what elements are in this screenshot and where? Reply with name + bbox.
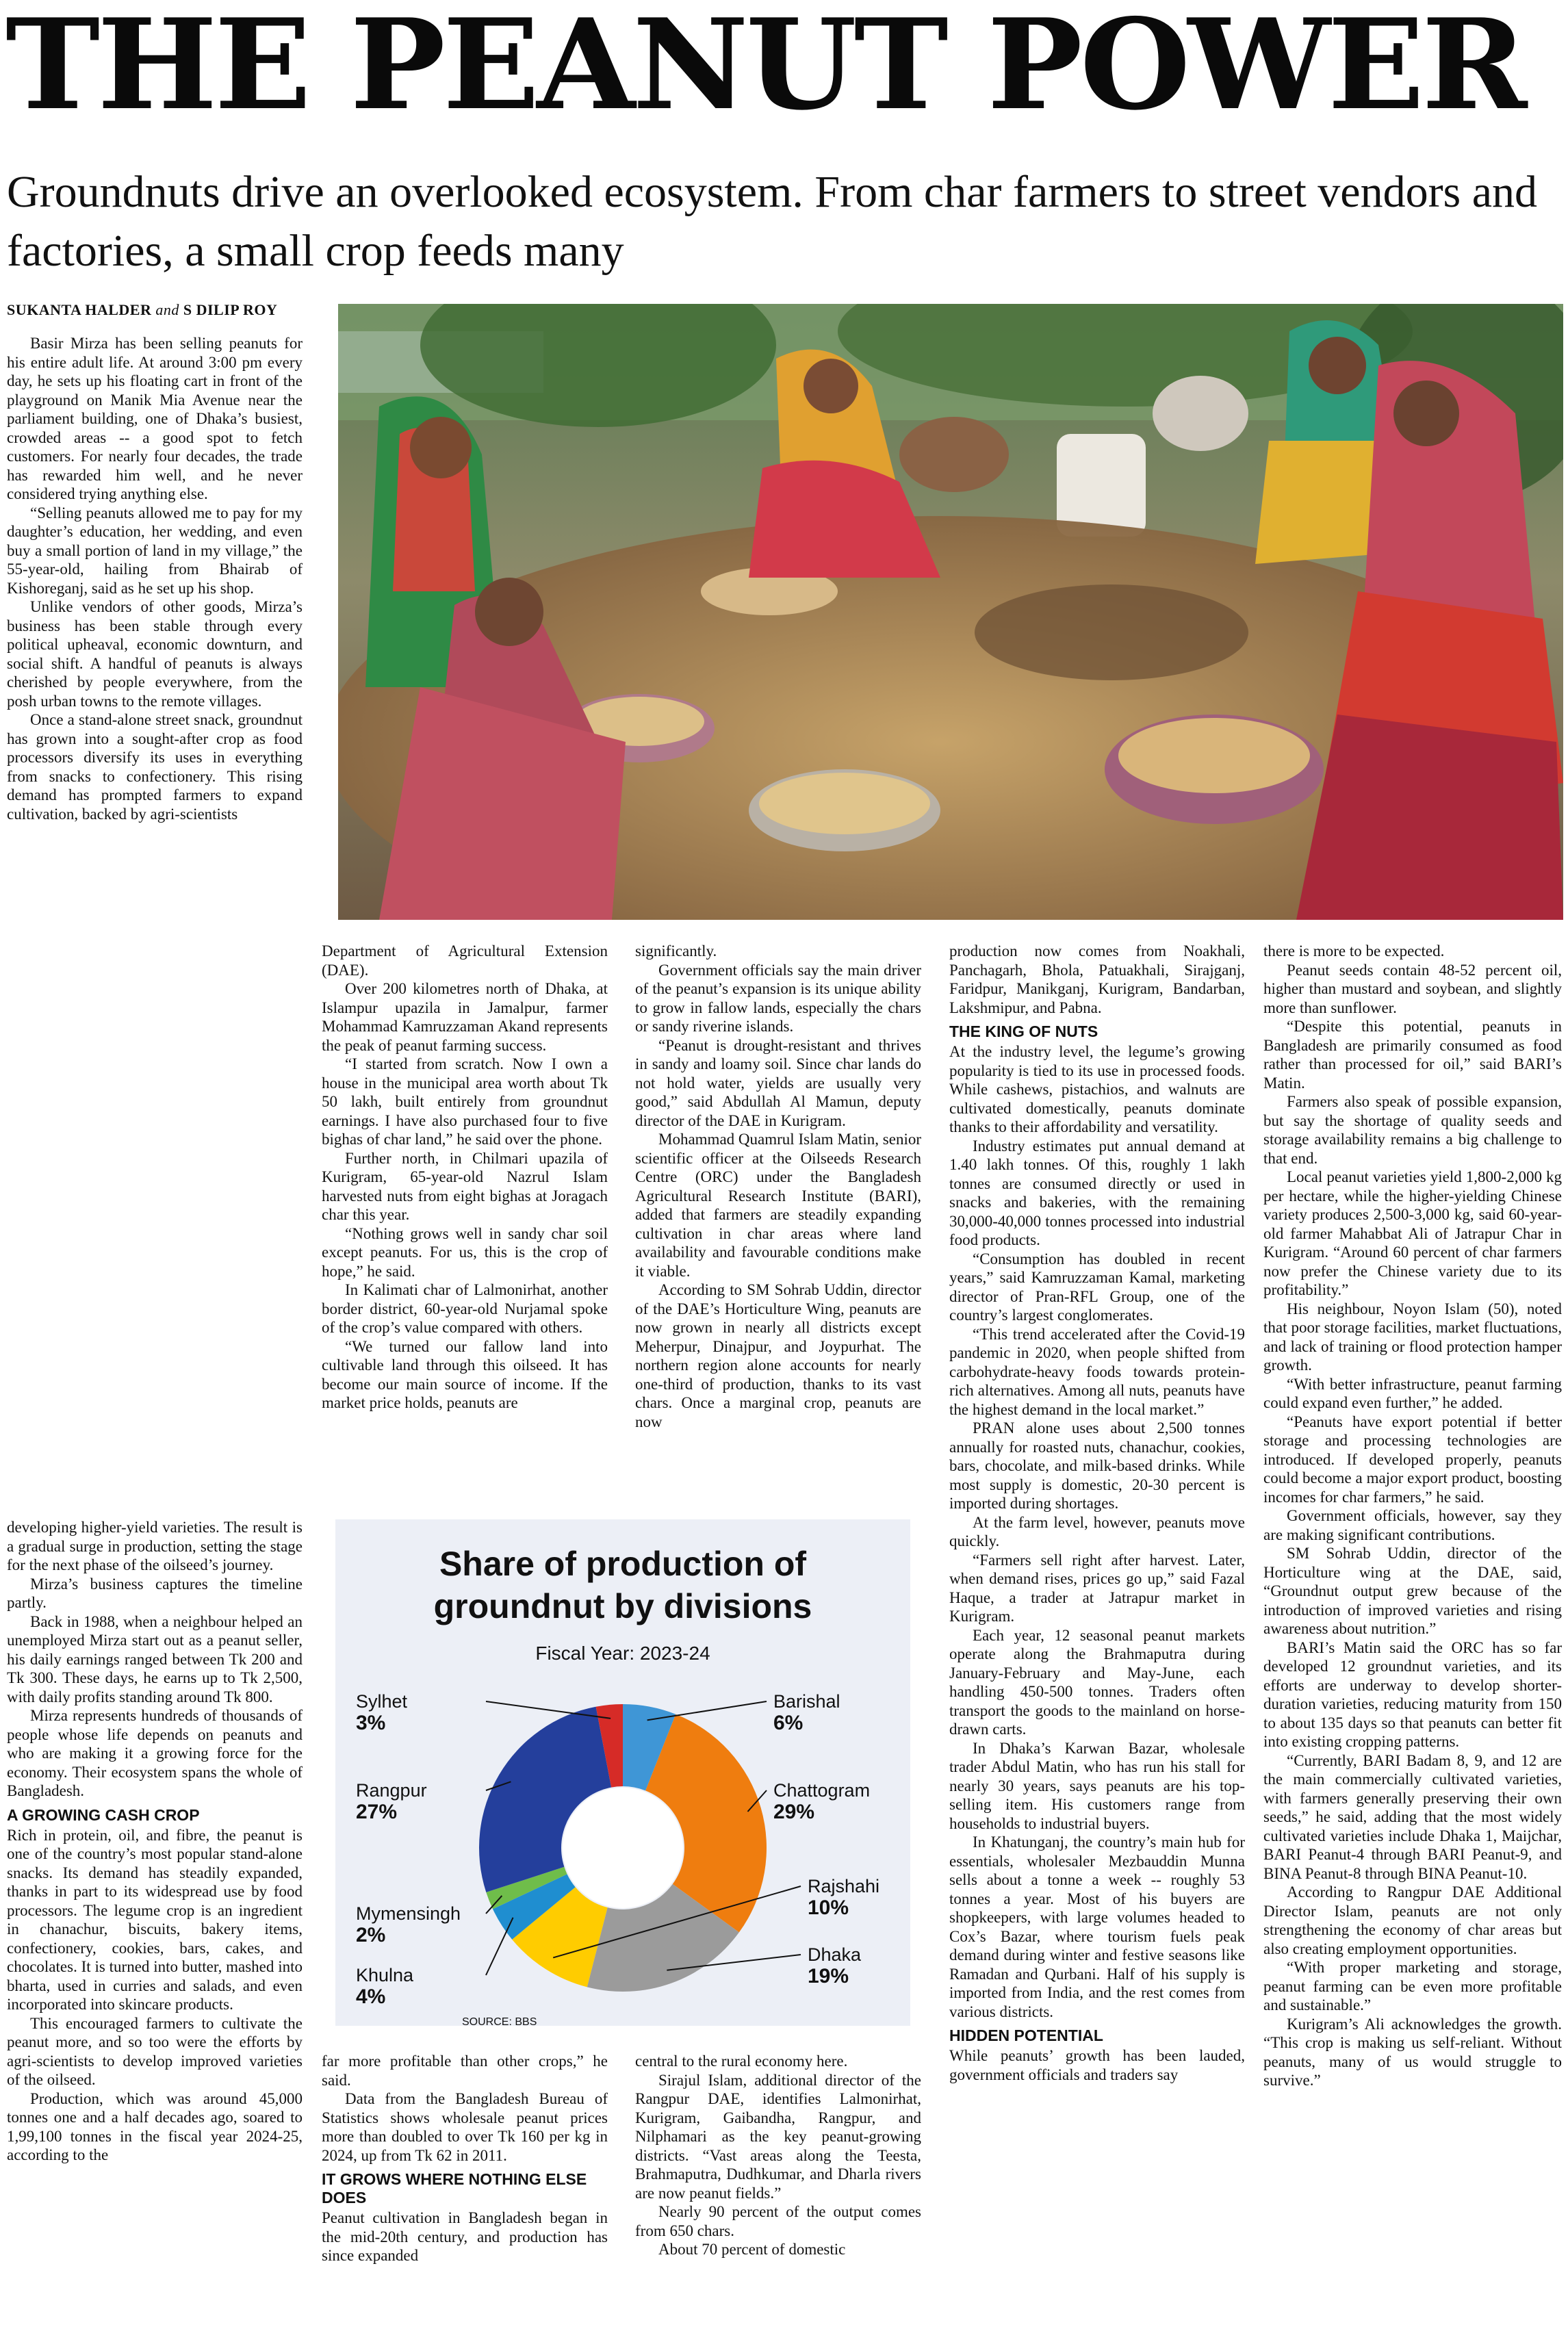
paragraph: BARI’s Matin said the ORC has so far developed 12 groundnut varieties, and its efforts are underway to develop shorter-duration varieties, reducing maturity from 150 to about 135 days so that peanuts can better fit into existing cropping patterns. [1263,1638,1562,1750]
slice-label-value: 2% [356,1924,386,1946]
paragraph: Government officials say the main driver of the peanut’s expansion is its unique ability to grow in fallow lands, especially the chars or sandy riverine islands. [635,961,921,1035]
slice-label-barishal [773,1690,840,1734]
slice-label-name: Chattogram [773,1780,871,1801]
paragraph: Production, which was around 45,000 tonnes one and a half decades ago, soared to 1,99,100 tonnes in the fiscal year 2024-25, according to the [7,2089,303,2163]
slice-label-value: 6% [773,1712,804,1734]
paragraph: Once a stand-alone street snack, groundnut has grown into a sought-after crop as food processors diversify its uses in everything from snacks to confectionery. This rising demand has prompted farmers to expand cultivation, backed by agri-scientists [7,711,303,823]
slice-label-rajshahi [808,1875,879,1919]
paragraph: In Khatunganj, the country’s main hub for essentials, wholesaler Mezbauddin Munna sells about a tonne a week -- roughly 53 tonnes a year. Most of his buyers are shopkeepers, with large volumes headed to Cox’s Bazar, where tourism fuels peak demand during winter and festive seasons like Ramadan and Qurbani. Half of his supply is imported from India, and the rest comes from various districts. [949,1833,1245,2020]
paragraph: “Peanuts have export potential if better storage and processing technologies are introduced. If developed properly, peanuts could become a major export product, boosting incomes for char farmers,” he said. [1263,1413,1562,1506]
article-column-1-continued [7,1518,303,2165]
slice-label-name: Barishal [773,1691,840,1712]
article-column-3 [635,942,921,1431]
section-heading: A GROWING CASH CROP [7,1805,200,1824]
slice-label-mymensingh [356,1903,461,1946]
paragraph: “Consumption has doubled in recent years,” said Kamruzzaman Kamal, marketing director of Pran-RFL Group, one of the country’s largest conglomerates. [949,1250,1245,1324]
paragraph: His neighbour, Noyon Islam (50), noted that poor storage facilities, market fluctuations, and lack of training or flood protection hamper growth. [1263,1300,1562,1374]
article-column-5 [1263,942,1562,2090]
paragraph: production now comes from Noakhali, Panchagarh, Bhola, Patuakhali, Sirajganj, Faridpur, Manikganj, Kurigram, Bandarban, Lakshmipur, and Pabna. [949,942,1245,1016]
slice-label-value: 19% [808,1965,849,1987]
slice-label-value: 10% [808,1896,849,1919]
photo-women-sorting-peanuts [338,304,1563,920]
slice-label-value: 4% [356,1985,386,2008]
slice-label-value: 3% [356,1712,386,1734]
paragraph: “This trend accelerated after the Covid-19 pandemic in 2020, when people shifted from carbohydrate-heavy foods towards protein-rich alternatives. Among all nuts, peanuts have the highest demand in the local market.” [949,1325,1245,1418]
infographic-box [335,1519,910,2026]
slice-label-name: Mymensingh [356,1903,461,1924]
infographic-source: SOURCE: BBS [462,2016,537,2028]
deck: Groundnuts drive an overlooked ecosystem. From char farmers to street vendors and factories, a small crop feeds many [7,167,1538,276]
paragraph: “Peanut is drought-resistant and thrives in sandy and loamy soil. Since char lands do not hold water, yields are usually very good,” said Abdullah Al Mamun, deputy director of the DAE in Kurigram. [635,1036,921,1129]
author-1: SUKANTA HALDER [7,301,152,318]
paragraph: Mirza represents hundreds of thousands of people whose life depends on peanuts and who are making it a growing force for the economy. Their ecosystem spans the whole of Bangladesh. [7,1707,303,1799]
slice-label-value: 29% [773,1801,815,1823]
paragraph: About 70 percent of domestic [658,2241,846,2258]
byline [7,301,277,319]
paragraph: Each year, 12 seasonal peanut markets operate along the Brahmaputra during January-February and May-June, each handling 450-500 tonnes. Traders often transport the goods to the mainland on horse-drawn carts. [949,1626,1245,1738]
headline: THE PEANUT POWER [5,0,1525,138]
article-column-2 [322,942,608,1413]
byline-and: and [155,301,179,318]
paragraph: Over 200 kilometres north of Dhaka, at Islampur upazila in Jamalpur, farmer Mohammad Kamruzzaman Akand represents the peak of peanut farming success. [322,980,608,1054]
paragraph: Basir Mirza has been selling peanuts for his entire adult life. At around 3:00 pm every day, he sets up his floating cart in front of the playground on Manik Mia Avenue near the parliament building, one of Dhaka’s busiest, crowded areas -- a good spot to fetch customers. For nearly four decades, the trade has rewarded him well, and he never considered trying anything else. [7,335,303,502]
paragraph: significantly. [635,942,717,960]
paragraph: While peanuts’ growth has been lauded, government officials and traders say [949,2047,1245,2083]
slice-label-name: Dhaka [808,1944,862,1965]
paragraph: central to the rural economy here. [635,2053,848,2070]
slice-label-name: Sylhet [356,1691,408,1712]
slice-label-sylhet [356,1690,407,1734]
paragraph: Farmers also speak of possible expansion, but say the shortage of quality seeds and storage availability remains a big challenge to that end. [1263,1093,1562,1167]
paragraph: “Currently, BARI Badam 8, 9, and 12 are the main commercially cultivated varieties, with farmers generally preserving their own seeds,” he said, adding that the most widely cultivated varieties include Dhaka 1, Maijchar, BARI Peanut-4 through BARI Peanut-9, and BINA Peanut-8 through BINA Peanut-10. [1263,1751,1562,1882]
photo-illustration [338,304,1563,920]
paragraph: Data from the Bangladesh Bureau of Statistics shows wholesale peanut prices more than doubled to over Tk 160 per kg in 2024, up from Tk 62 in 2011. [322,2090,608,2164]
slice-label-name: Khulna [356,1965,414,1985]
paragraph: In Kalimati char of Lalmonirhat, another border district, 60-year-old Nurjamal spoke of the crop’s value compared with others. [322,1281,608,1336]
paragraph: “We turned our fallow land into cultivable land through this oilseed. It has become our main source of income. If the market price holds, peanuts are [322,1337,608,1411]
paragraph: Back in 1988, when a neighbour helped an unemployed Mirza start out as a peanut seller, his daily earnings ranged between Tk 200 and Tk 300. These days, he earns up to Tk 2,500, with daily profits standing around Tk 800. [7,1612,303,1706]
paragraph: According to SM Sohrab Uddin, director of the DAE’s Horticulture Wing, peanuts are now grown in nearly all districts except Meherpur, Dinajpur, and Joypurhat. The northern region alone accounts for nearly one-third of production, thanks to its vast chars. Once a marginal crop, peanuts are now [635,1281,921,1430]
paragraph: At the farm level, however, peanuts move quickly. [949,1513,1245,1549]
paragraph: developing higher-yield varieties. The result is a gradual surge in production, setting the stage for the next phase of the oilseed’s journey. [7,1519,303,1573]
article-column-1 [7,334,303,823]
section-heading: THE KING OF NUTS [949,1022,1098,1040]
paragraph: “Despite this potential, peanuts in Bangladesh are primarily consumed as food rather than processed for oil,” said BARI’s Matin. [1263,1018,1562,1092]
paragraph: there is more to be expected. [1263,942,1445,960]
paragraph: “Nothing grows well in sandy char soil except peanuts. For us, this is the crop of hope,” he said. [322,1224,608,1280]
author-2: S DILIP ROY [183,301,278,318]
paragraph: Department of Agricultural Extension (DAE). [322,942,608,979]
paragraph: “With better infrastructure, peanut farming could expand even further,” he added. [1263,1375,1562,1411]
infographic-title-line-1: Share of production of [439,1545,807,1583]
paragraph: Sirajul Islam, additional director of the Rangpur DAE, identifies Lalmonirhat, Kurigram, Gaibandha, Rangpur, and Nilphamari as the key peanut-growing districts. “Vast areas along the Teesta, Brahmaputra, Dudhkumar, and Dharla rivers are now peanut fields.” [635,2071,921,2202]
paragraph: At the industry level, the legume’s growing popularity is tied to its use in processed foods. While cashews, pistachios, and walnuts are cultivated domestically, peanuts dominate thanks to their affordability and versatility. [949,1043,1245,1135]
slice-label-name: Rajshahi [808,1876,880,1896]
paragraph: “Farmers sell right after harvest. Later, when demand rises, prices go up,” said Fazal Haque, a trader at Jatrapur market in Kurigram. [949,1551,1245,1625]
paragraph: SM Sohrab Uddin, director of the Horticulture wing at the DAE, said, “Groundnut output grew because of the introduction of improved varieties and rising awareness about nutrition.” [1263,1545,1562,1637]
paragraph: Nearly 90 percent of the output comes from 650 chars. [635,2203,921,2239]
paragraph: Unlike vendors of other goods, Mirza’s business has been stable through every political upheaval, economic downturn, and social shift. A handful of peanuts is always cherished by people everywhere, from the posh urban towns to the remote villages. [7,598,303,710]
infographic-subtitle: Fiscal Year: 2023-24 [535,1643,710,1664]
paragraph: Local peanut varieties yield 1,800-2,000 kg per hectare, while the higher-yielding Chinese variety produces 2,500-3,000 kg, said 60-year-old farmer Mahabbat Ali of Jatrapur Char in Kurigram. “Around 60 percent of char farmers now prefer the Chinese variety due to its profitability.” [1263,1168,1562,1298]
slice-label-chattogram [773,1779,870,1823]
paragraph: Rich in protein, oil, and fibre, the peanut is one of the country’s most popular stand-alone snacks. Its demand has steadily expanded, thanks in part to its widespread use by food processors. The legume crop is an ingredient in chanachur, biscuits, bakery items, confectionery, cookies, bars, cakes, and chocolates. It is turned into butter, mashed into bharta, used in curries and salads, and even incorporated into skincare products. [7,1826,303,2013]
paragraph: This encouraged farmers to cultivate the peanut more, and so too were the efforts by agri-scientists to develop improved varieties of the oilseed. [7,2014,303,2088]
paragraph: Further north, in Chilmari upazila of Kurigram, 65-year-old Nazrul Islam harvested nuts from eight bighas at Joragach char this year. [322,1149,608,1223]
leader-line-khulna [486,1918,513,1975]
slice-label-dhaka [808,1944,861,1987]
paragraph: “Selling peanuts allowed me to pay for my daughter’s education, her wedding, and even buy a small portion of land in my village,” the 55-year-old, hailing from Bhairab of Kishoreganj, said as he set up his shop. [7,504,303,597]
slice-label-rangpur [356,1779,427,1823]
article-column-4 [949,942,1245,2084]
paragraph: far more profitable than other crops,” he said. [322,2053,608,2089]
paragraph: Mirza’s business captures the timeline partly. [7,1575,303,1611]
slice-label-value: 27% [356,1801,398,1823]
section-heading: IT GROWS WHERE NOTHING ELSE DOES [322,2170,587,2206]
paragraph: Peanut seeds contain 48-52 percent oil, higher than mustard and soybean, and slightly more than sunflower. [1263,961,1562,1016]
paragraph: Kurigram’s Ali acknowledges the growth. “This crop is making us self-reliant. Without peanuts, many of us would struggle to survive.” [1263,2015,1562,2089]
slice-label-khulna [356,1964,413,2008]
paragraph: In Dhaka’s Karwan Bazar, wholesale trader Abdul Matin, who has run his stall for nearly 30 years, says peanuts are his top-selling item. His customers range from households to industrial buyers. [949,1739,1245,1832]
paragraph: Mohammad Quamrul Islam Matin, senior scientific officer at the Oilseeds Research Centre (ORC) under the Bangladesh Agricultural Research Institute (BARI), added that farmers are steadily expanding cultivation in char areas where land availability and favourable conditions make it viable. [635,1131,921,1280]
paragraph: Industry estimates put annual demand at 1.40 lakh tonnes. Of this, roughly 1 lakh tonnes are consumed directly or used in snacks and bakeries, with the remaining 30,000-40,000 tonnes processed into industrial food products. [949,1137,1245,1248]
infographic-title-line-2: groundnut by divisions [433,1587,812,1625]
article-column-2-continued [322,2052,608,2265]
paragraph: PRAN alone uses about 2,500 tonnes annually for roasted nuts, chanachur, cookies, bars, chocolate, and milk-based drinks. While most supply is domestic, 20-30 percent is imported during shortages. [949,1419,1245,1512]
paragraph: “I started from scratch. Now I own a house in the municipal area worth about Tk 50 lakh, built entirely from groundnut earnings. I have also purchased four to five bighas of char land,” he said over the phone. [322,1055,608,1148]
slice-label-name: Rangpur [356,1780,427,1801]
paragraph: “With proper marketing and storage, peanut farming can be even more profitable and sustainable.” [1263,1959,1562,2013]
article-column-3-continued [635,2052,921,2259]
paragraph: Government officials, however, say they are making significant contributions. [1263,1507,1562,1543]
donut-hole [563,1788,683,1908]
paragraph: Peanut cultivation in Bangladesh began in the mid-20th century, and production has since expanded [322,2209,608,2264]
section-heading: HIDDEN POTENTIAL [949,2026,1103,2044]
paragraph: According to Rangpur DAE Additional Director Islam, peanuts are not only strengthening the economy of char areas but also creating employment opportunities. [1263,1883,1562,1957]
